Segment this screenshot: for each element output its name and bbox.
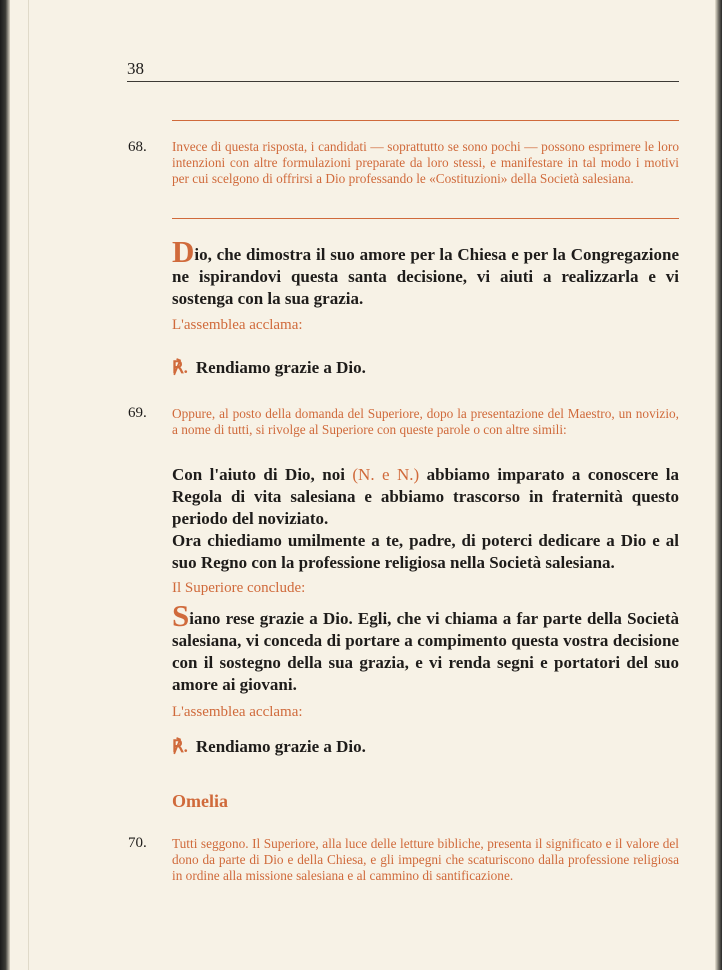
- rubric-69: Oppure, al posto della domanda del Superiore, dopo la presentazione del Maestro, un novizio, a nome di tutti, si rivolge al Superiore con queste parole o con altre simili:: [172, 406, 679, 437]
- response-68: [172, 358, 679, 378]
- rubric-bottom-rule: [172, 218, 679, 219]
- section-number-69: 69.: [128, 405, 147, 421]
- response-69: [172, 737, 679, 757]
- novice-paragraph-1: [172, 464, 679, 530]
- novice-statement: [172, 464, 679, 574]
- acclaim-label-68: L'assemblea acclama:: [172, 317, 303, 333]
- superior-label: Il Superiore conclude:: [172, 580, 306, 596]
- prayer-68: [172, 234, 679, 310]
- response-symbol: ℟.: [172, 358, 188, 377]
- novice-text-cont: abbiamo imparato a conoscere la Regola di vita salesiana e abbiamo trascorso in fraternità questo periodo del noviziato.: [172, 465, 680, 528]
- response-text: Rendiamo grazie a Dio.: [195, 737, 366, 756]
- section-number-70: 70.: [128, 835, 147, 851]
- prayer-text: io, che dimostra il suo amore per la Chiesa e per la Congregazione ne ispirandovi questa santa decisione, vi aiuti a realizzarla e vi sostenga con la sua grazia.: [172, 245, 679, 308]
- rubric-top-rule: [172, 120, 679, 121]
- superior-prayer: [172, 598, 679, 696]
- response-text: Rendiamo grazie a Dio.: [195, 358, 366, 377]
- acclaim-label-69: L'assemblea acclama:: [172, 704, 303, 720]
- section-title-omelia: Omelia: [172, 791, 228, 811]
- drop-cap: S: [172, 598, 190, 633]
- novice-paragraph-2: Ora chiediamo umilmente a te, padre, di poterci dedicare a Dio e al suo Regno con la professione religiosa nella Società salesiana.: [172, 531, 679, 572]
- page-edge-line: [28, 0, 29, 970]
- rubric-68: Invece di questa risposta, i candidati — soprattutto se sono pochi — possono esprimere le loro intenzioni con altre formulazioni preparate da loro stessi, e manifestare in tal modo i motivi per cui scelgono di offrirsi a Dio professando le «Costituzioni» della Società salesiana.: [172, 139, 679, 186]
- response-symbol: ℟.: [172, 737, 188, 756]
- drop-cap: D: [172, 234, 195, 269]
- section-number-68: 68.: [128, 139, 147, 155]
- novice-text: Con l'aiuto di Dio, noi: [172, 465, 353, 484]
- page-edge-shadow: [715, 0, 722, 970]
- novice-names: (N. e N.): [352, 465, 420, 484]
- superior-text: iano rese grazie a Dio. Egli, che vi chiama a far parte della Società salesiana, vi conceda di portare a compimento questa vostra decisione con il sostegno della sua grazia, e vi renda segni e portatori del suo amore ai giovani.: [172, 609, 679, 694]
- book-spine-shadow: [0, 0, 10, 970]
- rubric-70: Tutti seggono. Il Superiore, alla luce delle letture bibliche, presenta il significato e il valore del dono da parte di Dio e della Chiesa, e gli impegni che scaturiscono dalla professione religiosa in ordine alla missione salesiana e al cammino di santificazione.: [172, 836, 679, 883]
- header-rule: [127, 81, 679, 82]
- page-number: 38: [127, 59, 144, 78]
